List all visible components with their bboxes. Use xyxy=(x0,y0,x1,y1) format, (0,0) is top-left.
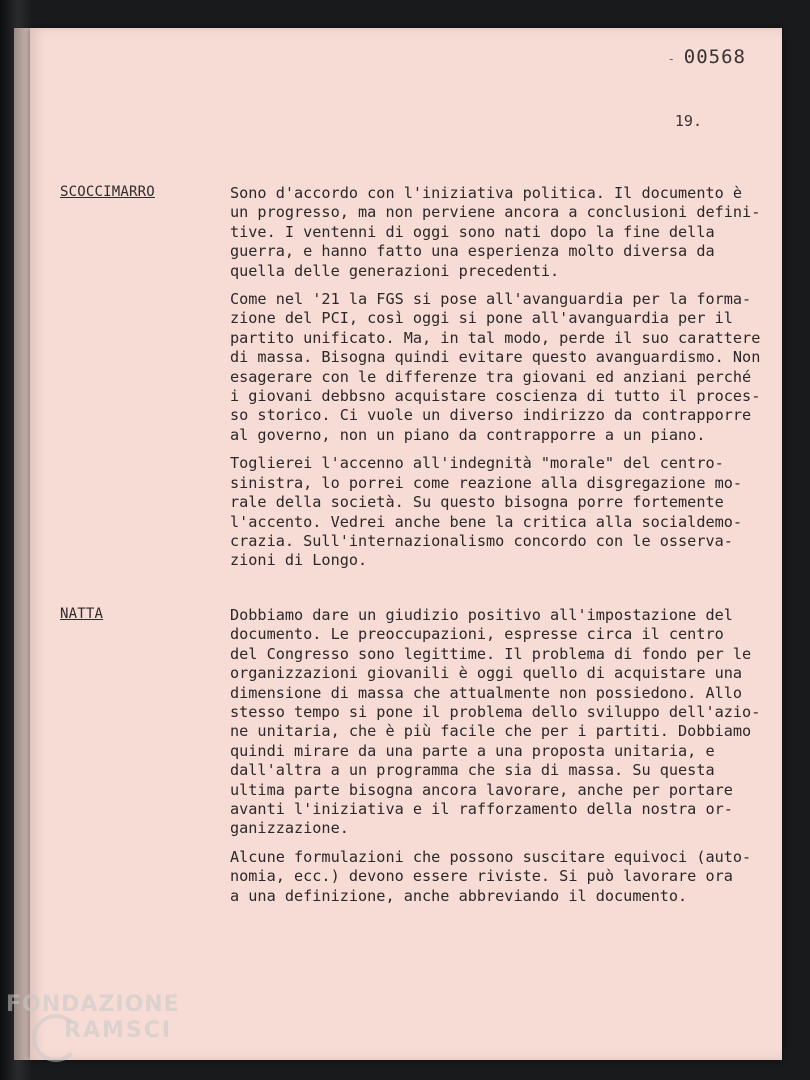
watermark-g-icon xyxy=(32,1014,80,1062)
paragraph: Come nel '21 la FGS si pose all'avanguardia per la forma- zione del PCI, così oggi si pone all'avanguardia per il partito unificato. Ma, in tal modo, perde il suo carattere di massa. Bisogna quindi evitare questo avanguardismo. Non esagerare con le differenze tra giovani ed anziani perché i giovani debbsno acquistare coscienza di tutto il proces- so storico. Ci vuole un diverso indirizzo da contrapporre al governo, non un piano da contrapporre a un piano. xyxy=(230,290,761,444)
speaker-name: NATTA xyxy=(60,606,104,622)
speaker-name: SCOCCIMARRO xyxy=(60,184,155,200)
page-number: 19. xyxy=(674,112,702,130)
watermark-line-2: RAMSCI xyxy=(64,1018,173,1043)
speech-text xyxy=(230,184,775,580)
paragraph: Toglierei l'accenno all'indegnità "morale" del centro- sinistra, lo porrei come reazione alla disgregazione mo- rale della società. Su questo bisogna porre fortemente l'accento. Vedrei anche bene la critica alla socialdemo- crazia. Sull'internazionalismo concordo con le osserva- zioni di Longo. xyxy=(230,454,743,570)
paragraph: Alcune formulazioni che possono suscitare equivoci (auto- nomia, ecc.) devono essere riviste. Si può lavorare ora a una definizione, anche abbreviando il documento. xyxy=(230,847,752,905)
speech-text xyxy=(230,606,775,915)
watermark-line-1: FONDAZIONE xyxy=(6,992,180,1017)
document-page xyxy=(30,28,782,1060)
paragraph: Sono d'accordo con l'iniziativa politica. Il documento è un progresso, ma non perviene ancora a conclusioni defini- tive. I ventenni di oggi sono nati dopo la fine della guerra, e hanno fatto una esperienza molto diversa da quella delle generazioni precedenti. xyxy=(230,184,761,280)
fondazione-gramsci-watermark xyxy=(6,992,180,1044)
dash-mark: - xyxy=(667,52,676,66)
archive-number: - 00568 xyxy=(667,46,746,68)
paragraph: Dobbiamo dare un giudizio positivo all'impostazione del documento. Le preoccupazioni, espresse circa il centro del Congresso sono legittime. Il problema di fondo per le organizzazioni giovanili è oggi quello di acquistare una dimensione di massa che attualmente non possiedono. Allo stesso tempo si pone il problema dello sviluppo dell'azio- ne unitaria, che è più facile che per i partiti. Dobbiamo quindi mirare da una parte a una proposta unitaria, e dall'altra a un programma che sia di massa. Su questa ultima parte bisogna ancora lavorare, anche per portare avanti l'iniziativa e il rafforzamento della nostra or- ganizzazione. xyxy=(230,606,761,838)
